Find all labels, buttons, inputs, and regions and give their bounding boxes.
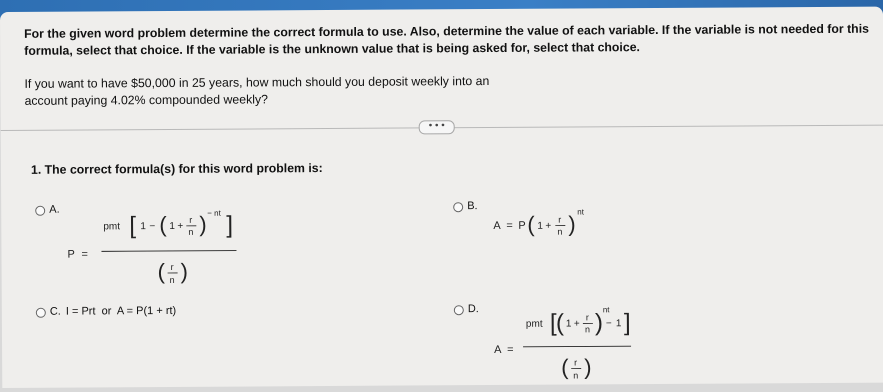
svg-text:): ): [181, 259, 188, 284]
svg-text:[: [: [129, 212, 136, 239]
svg-text:=: =: [507, 344, 514, 356]
option-d-radio[interactable]: [454, 305, 464, 315]
svg-text:): ): [568, 211, 575, 236]
svg-text:nt: nt: [603, 305, 611, 314]
svg-text:1: 1: [537, 221, 543, 232]
option-a-radio[interactable]: [35, 206, 45, 216]
svg-text:1: 1: [140, 221, 146, 232]
svg-text:=: =: [81, 248, 88, 260]
svg-text:P: P: [67, 249, 74, 261]
svg-text:r: r: [558, 215, 561, 225]
svg-text:): ): [199, 212, 206, 237]
problem-text: If you want to have $50,000 in 25 years, how much should you deposit weekly into an account paying 4.02% compounded weekly?: [24, 73, 504, 110]
option-d-letter: D.: [468, 303, 479, 315]
question-label: 1. The correct formula(s) for this word problem is:: [31, 161, 323, 177]
option-d-formula: [488, 296, 639, 389]
svg-text:r: r: [586, 312, 589, 322]
svg-text:n: n: [188, 227, 193, 237]
option-b-formula: [487, 198, 627, 249]
svg-text:pmt: pmt: [103, 221, 120, 232]
svg-text:− nt: − nt: [207, 209, 221, 218]
svg-text:n: n: [585, 324, 590, 334]
svg-text:1: 1: [566, 319, 572, 330]
svg-text:+: +: [177, 221, 183, 232]
svg-text:pmt: pmt: [526, 319, 543, 330]
svg-text:1: 1: [616, 318, 622, 329]
option-b-radio[interactable]: [453, 202, 463, 212]
svg-text:): ): [584, 354, 591, 379]
svg-text:r: r: [574, 357, 577, 367]
expand-more-button[interactable]: • • •: [419, 120, 455, 134]
option-c-letter: C.: [50, 306, 61, 318]
svg-text:nt: nt: [577, 207, 585, 216]
svg-text:r: r: [189, 215, 192, 225]
svg-text:−: −: [149, 221, 155, 232]
svg-text:1: 1: [169, 221, 175, 232]
question-panel: [0, 7, 883, 388]
svg-text:r: r: [171, 262, 174, 272]
option-b-letter: B.: [467, 200, 477, 212]
svg-text:n: n: [557, 227, 562, 237]
svg-text:P: P: [518, 220, 525, 232]
svg-text:(: (: [556, 310, 564, 337]
svg-text:+: +: [574, 318, 580, 329]
svg-text:(: (: [561, 355, 569, 380]
svg-text:(: (: [527, 212, 535, 237]
option-a-formula: [61, 200, 262, 297]
option-c-radio[interactable]: [36, 308, 46, 318]
svg-text:=: =: [506, 220, 513, 232]
svg-text:+: +: [545, 221, 551, 232]
option-a-letter: A.: [49, 204, 59, 216]
svg-text:A: A: [493, 220, 501, 232]
svg-text:]: ]: [624, 309, 631, 336]
svg-text:n: n: [170, 275, 175, 285]
svg-text:[: [: [550, 310, 557, 337]
option-c-formula: I = Prt or A = P(1 + rt): [66, 305, 176, 318]
svg-text:]: ]: [226, 212, 233, 239]
svg-text:(: (: [158, 259, 166, 284]
svg-text:n: n: [573, 370, 578, 380]
instructions-text: For the given word problem determine the correct formula to use. Also, determine the value of each variable. If the variable is not needed for this formula, select that choice. If the variable is the unknown value that is being asked for, select that choice.: [24, 21, 874, 60]
svg-text:−: −: [606, 318, 612, 329]
svg-text:A: A: [494, 344, 502, 356]
svg-text:): ): [595, 309, 603, 336]
svg-text:(: (: [159, 212, 167, 237]
